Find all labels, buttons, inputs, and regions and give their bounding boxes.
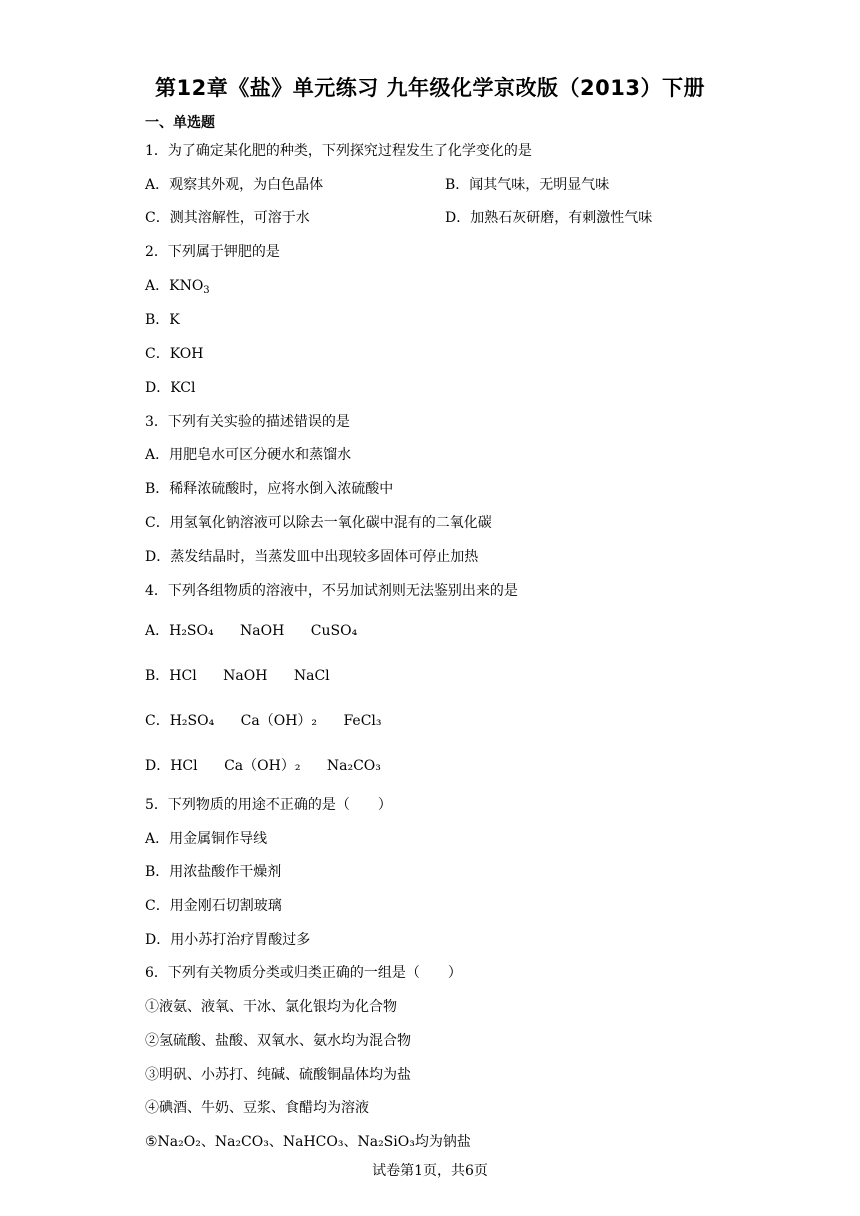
q6-item-4: ④碘酒、牛奶、豆浆、食醋均为溶液 <box>145 1100 369 1116</box>
q2-option-b[interactable]: B．K <box>145 312 180 328</box>
q1-option-c[interactable]: C．测其溶解性，可溶于水 <box>145 210 310 226</box>
q1-stem: 1．为了确定某化肥的种类，下列探究过程发生了化学变化的是 <box>145 143 532 159</box>
q3-option-c[interactable]: C．用氢氧化钠溶液可以除去一氧化碳中混有的二氧化碳 <box>145 515 492 531</box>
q2-option-a[interactable] <box>145 277 210 295</box>
page-title: 第12章《盐》单元练习 九年级化学京改版（2013）下册 <box>155 76 705 100</box>
q2-option-a-text: A．KNO <box>145 278 204 294</box>
q4-option-c[interactable]: C．H₂SO₄ Ca（OH）₂ FeCl₃ <box>145 713 382 729</box>
q1-option-b[interactable]: B．闻其气味，无明显气味 <box>445 177 610 193</box>
q2-option-a-subscript: 3 <box>203 285 210 296</box>
q6-item-3: ③明矾、小苏打、纯碱、硫酸铜晶体均为盐 <box>145 1067 411 1083</box>
q2-option-d[interactable]: D．KCl <box>145 380 196 396</box>
q6-item-5: ⑤Na₂O₂、Na₂CO₃、NaHCO₃、Na₂SiO₃均为钠盐 <box>145 1134 471 1150</box>
q3-stem: 3．下列有关实验的描述错误的是 <box>145 414 350 430</box>
q6-item-1: ①液氨、液氧、干冰、氯化银均为化合物 <box>145 999 397 1015</box>
q2-option-c[interactable]: C．KOH <box>145 346 204 362</box>
q3-option-b[interactable]: B．稀释浓硫酸时，应将水倒入浓硫酸中 <box>145 481 394 497</box>
q3-option-a[interactable]: A．用肥皂水可区分硬水和蒸馏水 <box>145 447 352 463</box>
q5-stem: 5．下列物质的用途不正确的是（ ） <box>145 797 392 813</box>
q6-stem: 6．下列有关物质分类或归类正确的一组是（ ） <box>145 965 462 981</box>
page-footer: 试卷第1页，共6页 <box>372 1163 488 1179</box>
q1-option-d[interactable]: D．加熟石灰研磨，有刺激性气味 <box>445 210 653 226</box>
q4-stem: 4．下列各组物质的溶液中，不另加试剂则无法鉴别出来的是 <box>145 583 518 599</box>
q4-option-d[interactable]: D．HCl Ca（OH）₂ Na₂CO₃ <box>145 758 381 774</box>
q4-option-b[interactable]: B．HCl NaOH NaCl <box>145 668 330 684</box>
q5-option-b[interactable]: B．用浓盐酸作干燥剂 <box>145 864 282 880</box>
section-heading: 一、单选题 <box>145 115 215 131</box>
q6-item-2: ②氢硫酸、盐酸、双氧水、氨水均为混合物 <box>145 1033 411 1049</box>
q2-stem: 2．下列属于钾肥的是 <box>145 244 280 260</box>
q5-option-d[interactable]: D．用小苏打治疗胃酸过多 <box>145 932 311 948</box>
q1-option-a[interactable]: A．观察其外观，为白色晶体 <box>145 177 324 193</box>
q5-option-a[interactable]: A．用金属铜作导线 <box>145 831 268 847</box>
q3-option-d[interactable]: D．蒸发结晶时，当蒸发皿中出现较多固体可停止加热 <box>145 549 479 565</box>
q4-option-a[interactable]: A．H₂SO₄ NaOH CuSO₄ <box>145 623 358 639</box>
q5-option-c[interactable]: C．用金刚石切割玻璃 <box>145 898 282 914</box>
